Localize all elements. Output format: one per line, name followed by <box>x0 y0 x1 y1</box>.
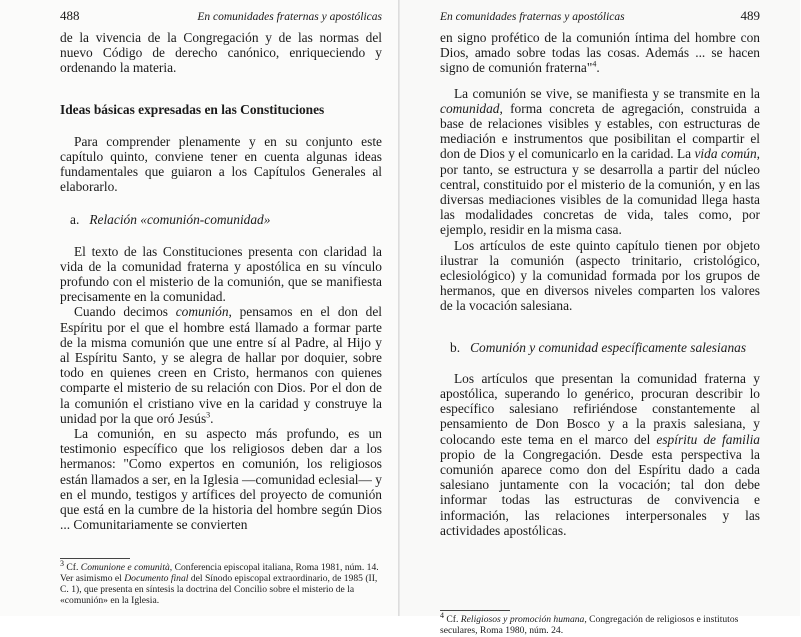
left-paragraph-4: La comunión, en su aspecto más profundo, es un testimonio específico que los religiosos deben dar a los hermanos: "Como expertos en comunión, los religiosos están llamados a ser, en la Iglesia —comunidad eclesial— y en el mundo, testigos y artífices del proyecto de comunión que está en la cumbre de la historia del hombre según Dios ... Comunitariamente se convierten <box>60 426 382 533</box>
left-intro-paragraph: de la vivencia de la Congregación y de las normas del nuevo Código de derecho canónico, enriqueciendo y ordenando la materia. <box>60 30 382 76</box>
rpara3-text-b: propio de la Congregación. Desde esta perspectiva la comunión aparece como don del Espíritu dado a cada salesiano juntamente con la vocación; tal don debe informar todas las estructuras de convivencia e información, las relaciones interpersonales y las actividades apostólicas. <box>440 446 760 538</box>
right-page <box>400 0 800 636</box>
subhead-a-letter: a. <box>70 212 80 228</box>
left-running-head <box>60 8 382 30</box>
right-paragraph-1 <box>440 86 760 238</box>
right-footnote <box>440 610 760 637</box>
left-paragraph-3 <box>60 304 382 426</box>
footnote-4-text-b: , Congregación de religiosos e institutos seculares, Roma 1980, núm. 24. <box>440 614 739 636</box>
right-running-head <box>440 8 760 30</box>
footnote-4-text-a: Cf. <box>444 614 461 626</box>
footnote-3-marker: 3 <box>60 559 64 569</box>
para3-text-b: , pensamos en el don del Espíritu por el que el hombre está llamado a formar parte de la misma comunión que une entre sí al Padre, al Hijo y al Espíritu Santo, y se alegra de hallar por doquier, sobre todo en quienes creen en Cristo, hermanos con quienes comparte el misterio de su relación con Dios. Por el don de la comunión el cristiano vive en la caridad y construye la unidad por la que oró Jesús <box>60 304 382 426</box>
rpara3-emphasis: espíritu de familia <box>656 431 761 447</box>
left-page-number: 488 <box>60 8 80 23</box>
footnote-3-title-2: Documento final <box>124 573 189 585</box>
para3-text-c: . <box>210 410 214 426</box>
right-intro-text: en signo profético de la comunión íntima del hombre con Dios, amado sobre todas las cosas. Además ... se hacen signo de comunión fraterna" <box>440 30 760 76</box>
footnote-3-title-1: Comunione e comunità <box>80 562 170 574</box>
footnote-3-text-c: del Sínodo episcopal extraordinario, de 1985 (II, C. 1), que presenta en síntesis la doctrina del Concilio sobre el misterio de la «comunión» en la Iglesia. <box>60 573 378 606</box>
left-page <box>0 0 400 616</box>
footnote-3-text-b: , Conferencia episcopal italiana, Roma 1981, núm. 14. Ver asimismo el <box>60 562 379 585</box>
left-paragraph-2: El texto de las Constituciones presenta con claridad la vida de la comunidad fraterna y apostólica en su vínculo profundo con el misterio de la comunión, que se manifiesta precisamente en la comunidad. <box>60 243 382 305</box>
right-intro-end: . <box>596 60 600 76</box>
rpara3-text-a: Los artículos que presentan la comunidad fraterna y apostólica, superando lo genérico, procuran describir lo específico salesiano refiriéndose constantemente al pensamiento de Don Bosco y a la praxis salesiana, y colocando este tema en el marco del <box>440 370 760 447</box>
footnote-3-text-a: Cf. <box>64 562 81 574</box>
rpara1-emphasis-1: comunidad <box>440 100 500 116</box>
footnote-ref-4[interactable]: 4 <box>592 59 597 69</box>
footnote-ref-3[interactable]: 3 <box>206 410 211 420</box>
rpara1-text-a: La comunión se vive, se manifiesta y se transmite en la <box>454 85 760 101</box>
left-running-title: En comunidades fraternas y apostólicas <box>197 11 382 23</box>
footnote-4-title: Religiosos y promoción humana <box>460 614 585 626</box>
rpara1-text-c: , por tanto, se estructura y se desarrolla a partir del núcleo central, constituido por el misterio de la comunión, y en las diversas mediaciones visibles de la comunidad llega hasta las modalidades concretas de vida, tales como, por ejemplo, residir en la misma casa. <box>440 146 760 238</box>
right-intro-paragraph <box>440 30 760 76</box>
subhead-b-text: Comunión y comunidad específicamente salesianas <box>470 339 747 355</box>
left-paragraph-1: Para comprender plenamente y en su conjunto este capítulo quinto, conviene tener en cuenta algunas ideas fundamentales que guiaron a los Capítulos Generales al elaborarlo. <box>60 133 382 195</box>
right-paragraph-2: Los artículos de este quinto capítulo tienen por objeto ilustrar la comunión (aspecto trinitario, cristológico, eclesiológico) y la comunidad formada por los grupos de hermanos, que en diversos niveles comparten los valores de la vocación salesiana. <box>440 237 760 314</box>
subhead-b <box>450 340 760 355</box>
subhead-a <box>70 212 382 227</box>
para3-emphasis: comunión <box>175 304 229 320</box>
left-footnote <box>60 559 382 606</box>
left-footnote-rule <box>60 558 130 559</box>
section-title: Ideas básicas expresadas en las Constituciones <box>60 101 325 117</box>
right-footnote-rule <box>440 610 510 611</box>
subhead-a-text: Relación «comunión-comunidad» <box>89 212 271 228</box>
subhead-b-letter: b. <box>450 339 461 355</box>
rpara1-text-b: , forma concreta de agregación, construida a base de relaciones visibles y estables, con estructuras de mediación e instrumentos que posibilitan el compartir el don de Dios y el comunicarlo en la caridad. La <box>440 100 760 162</box>
footnote-4-marker: 4 <box>440 610 444 620</box>
rpara1-emphasis-2: vida común <box>694 146 757 162</box>
right-running-title: En comunidades fraternas y apostólicas <box>440 11 625 23</box>
right-paragraph-3 <box>440 371 760 538</box>
right-page-number: 489 <box>740 8 760 23</box>
para3-text-a: Cuando decimos <box>74 304 176 320</box>
